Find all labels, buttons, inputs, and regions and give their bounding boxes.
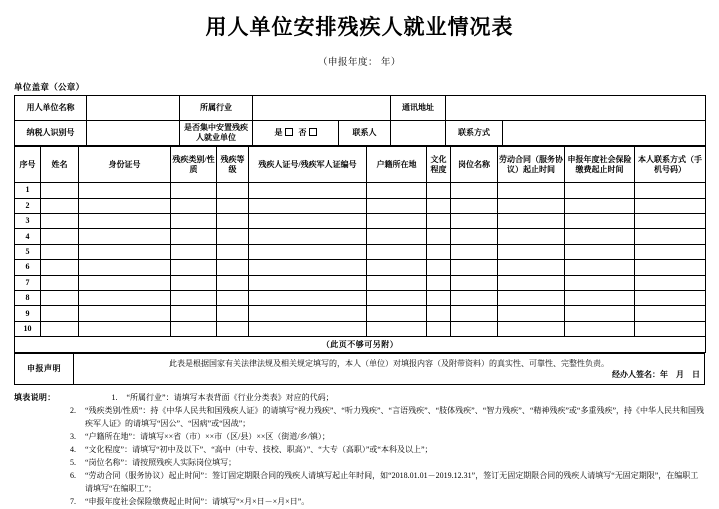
column-header-index: 序号 (15, 147, 41, 183)
table-cell[interactable] (217, 183, 249, 198)
label-concentrated-employment: 是否集中安置残疾人就业单位 (180, 121, 253, 146)
page-title: 用人单位安排残疾人就业情况表 (205, 15, 514, 39)
table-cell[interactable] (41, 229, 79, 244)
table-header-row (15, 147, 706, 183)
table-row (15, 183, 706, 198)
instruction-item (14, 457, 705, 470)
table-cell[interactable] (565, 291, 635, 306)
instructions-list (14, 392, 705, 509)
table-cell[interactable] (498, 260, 565, 275)
instruction-text: “文化程度”：请填写“初中及以下”、“高中（中专、技校、职高）”、“大专（高职）”或“本科及以上”； (85, 445, 433, 455)
instruction-item (14, 405, 705, 431)
table-cell[interactable] (635, 321, 706, 336)
row-index: 4 (15, 229, 41, 244)
checkbox-no-label: 否 (298, 128, 308, 138)
table-row (15, 96, 706, 121)
row-index: 7 (15, 275, 41, 290)
table-cell[interactable] (635, 275, 706, 290)
table-cell[interactable] (498, 214, 565, 229)
checkbox-yes-box[interactable] (285, 128, 293, 136)
declaration-label: 申报声明 (15, 354, 74, 385)
table-cell[interactable] (427, 198, 451, 213)
table-cell[interactable] (451, 291, 498, 306)
unit-info-table (14, 95, 706, 146)
table-cell[interactable] (41, 214, 79, 229)
table-row (15, 260, 706, 275)
table-cell[interactable] (171, 229, 217, 244)
table-cell[interactable] (427, 321, 451, 336)
column-header-name: 姓名 (41, 147, 79, 183)
table-cell[interactable] (498, 244, 565, 259)
table-cell[interactable] (217, 260, 249, 275)
label-unit-name: 用人单位名称 (15, 96, 87, 121)
table-cell[interactable] (498, 321, 565, 336)
append-note: （此页不够可另附） (15, 337, 706, 353)
table-cell[interactable] (451, 306, 498, 321)
row-index: 5 (15, 244, 41, 259)
table-cell[interactable] (498, 183, 565, 198)
table-cell[interactable] (635, 244, 706, 259)
column-header-id-number: 身份证号 (79, 147, 171, 183)
table-cell[interactable] (427, 183, 451, 198)
table-cell[interactable] (249, 291, 367, 306)
table-cell[interactable] (451, 275, 498, 290)
instruction-item (14, 470, 705, 496)
table-cell[interactable] (427, 275, 451, 290)
table-cell[interactable] (171, 244, 217, 259)
table-cell[interactable] (451, 214, 498, 229)
table-cell[interactable] (565, 275, 635, 290)
table-cell[interactable] (79, 275, 171, 290)
table-cell[interactable] (249, 275, 367, 290)
table-cell[interactable] (451, 244, 498, 259)
table-cell[interactable] (79, 183, 171, 198)
column-header-disability-certificate: 残疾人证号/残疾军人证编号 (249, 147, 367, 183)
table-cell[interactable] (565, 244, 635, 259)
table-cell[interactable] (171, 321, 217, 336)
table-cell[interactable] (249, 183, 367, 198)
instructions-section (14, 392, 705, 509)
table-cell[interactable] (79, 321, 171, 336)
table-cell[interactable] (427, 244, 451, 259)
table-cell[interactable] (367, 291, 427, 306)
table-cell[interactable] (451, 183, 498, 198)
table-cell[interactable] (217, 229, 249, 244)
table-cell[interactable] (367, 321, 427, 336)
instruction-number: 5. (70, 457, 76, 467)
table-cell[interactable] (427, 260, 451, 275)
instruction-number: 7. (70, 496, 76, 506)
table-cell[interactable] (79, 214, 171, 229)
instruction-number: 6. (70, 470, 76, 480)
table-cell[interactable] (217, 275, 249, 290)
table-row (15, 275, 706, 290)
table-cell[interactable] (41, 198, 79, 213)
label-contact-person: 联系人 (339, 121, 391, 146)
company-seal-label: 单位盖章（公章） (14, 82, 85, 93)
row-index: 9 (15, 306, 41, 321)
table-cell[interactable] (635, 291, 706, 306)
label-taxpayer-id: 纳税人识别号 (15, 121, 87, 146)
instruction-number: 1. (111, 393, 118, 403)
row-index: 1 (15, 183, 41, 198)
table-cell[interactable] (171, 183, 217, 198)
table-cell[interactable] (367, 229, 427, 244)
table-cell[interactable] (41, 321, 79, 336)
declaration-year-subtitle: （申报年度： 年） (318, 58, 401, 69)
table-cell[interactable] (451, 229, 498, 244)
table-cell[interactable] (427, 291, 451, 306)
table-cell[interactable] (635, 198, 706, 213)
table-cell[interactable] (498, 275, 565, 290)
declaration-body (74, 354, 705, 385)
label-contact-method: 联系方式 (446, 121, 503, 146)
table-cell[interactable] (367, 275, 427, 290)
table-cell[interactable] (367, 214, 427, 229)
table-row (15, 291, 706, 306)
table-cell[interactable] (217, 291, 249, 306)
row-index: 3 (15, 214, 41, 229)
table-cell[interactable] (41, 291, 79, 306)
table-cell[interactable] (427, 306, 451, 321)
table-cell[interactable] (565, 260, 635, 275)
row-index: 2 (15, 198, 41, 213)
table-cell[interactable] (41, 244, 79, 259)
column-header-education-level: 文化程度 (427, 147, 451, 183)
table-cell[interactable] (635, 260, 706, 275)
instruction-item (56, 392, 706, 405)
table-cell[interactable] (79, 291, 171, 306)
table-cell[interactable] (79, 306, 171, 321)
table-cell[interactable] (451, 260, 498, 275)
table-cell[interactable] (635, 229, 706, 244)
column-header-position-name: 岗位名称 (451, 147, 498, 183)
table-cell[interactable] (367, 183, 427, 198)
column-header-insurance-period: 申报年度社会保险缴费起止时间 (565, 147, 635, 183)
row-index: 10 (15, 321, 41, 336)
table-cell[interactable] (171, 260, 217, 275)
checkbox-yes-label: 是 (274, 128, 284, 138)
checkbox-no-box[interactable] (309, 128, 317, 136)
field-unit-name[interactable] (87, 96, 180, 121)
field-contact-person[interactable] (391, 121, 446, 146)
table-cell[interactable] (565, 183, 635, 198)
table-cell[interactable] (498, 198, 565, 213)
table-cell[interactable] (41, 275, 79, 290)
table-row (15, 354, 705, 385)
table-cell[interactable] (249, 306, 367, 321)
table-cell[interactable] (217, 198, 249, 213)
table-cell[interactable] (41, 183, 79, 198)
declaration-table (14, 353, 705, 385)
table-cell[interactable] (249, 260, 367, 275)
table-row (15, 121, 706, 146)
concentrated-employment-choice[interactable] (253, 121, 339, 146)
instruction-text: “申报年度社会保险缴费起止时间”：请填写“×月×日－×月×日”。 (85, 496, 310, 506)
table-cell[interactable] (171, 198, 217, 213)
column-header-disability-category: 残疾类别/性质 (171, 147, 217, 183)
column-header-household-location: 户籍所在地 (367, 147, 427, 183)
column-header-disability-level: 残疾等级 (217, 147, 249, 183)
table-cell[interactable] (565, 306, 635, 321)
form-page (0, 14, 719, 506)
table-cell[interactable] (635, 183, 706, 198)
signature-line (75, 370, 703, 380)
table-cell[interactable] (498, 291, 565, 306)
table-cell[interactable] (367, 244, 427, 259)
field-taxpayer-id[interactable] (87, 121, 180, 146)
table-cell[interactable] (217, 321, 249, 336)
instruction-text: “岗位名称”：请按照残疾人实际岗位填写； (85, 457, 237, 467)
instruction-text: “户籍所在地”：请填写××省（市）××市（区/县）××区（街道/乡/镇）； (85, 432, 330, 442)
instruction-text: “残疾类别/性质”：持《中华人民共和国残疾人证》的请填写“视力残疾”、“听力残疾”、“言语残疾”、“肢体残疾”、“智力残疾”、“精神残疾”或“多重残疾”，持《中华人民共和国残疾军人证》的请填写“因公”、“因病”或“因战”； (85, 406, 705, 429)
table-cell[interactable] (565, 321, 635, 336)
signature-label: 经办人签名： (612, 369, 660, 379)
table-row (15, 198, 706, 213)
table-cell[interactable] (79, 229, 171, 244)
table-cell[interactable] (171, 306, 217, 321)
column-header-contract-period: 劳动合同（服务协议）起止时间 (498, 147, 565, 183)
table-cell[interactable] (565, 229, 635, 244)
table-cell[interactable] (498, 229, 565, 244)
instruction-item (14, 496, 705, 509)
table-cell[interactable] (367, 198, 427, 213)
instructions-heading: 填表说明： (14, 393, 56, 403)
table-cell[interactable] (498, 306, 565, 321)
table-cell[interactable] (171, 214, 217, 229)
instruction-number: 4. (70, 445, 76, 455)
table-cell[interactable] (249, 214, 367, 229)
table-cell[interactable] (367, 260, 427, 275)
instruction-text: “所属行业”：请填写本表背面《行业分类表》对应的代码； (126, 393, 334, 403)
table-cell[interactable] (79, 198, 171, 213)
table-cell[interactable] (367, 306, 427, 321)
table-cell[interactable] (427, 229, 451, 244)
table-row (15, 229, 706, 244)
table-row (15, 214, 706, 229)
instruction-item (14, 444, 705, 457)
table-cell[interactable] (635, 306, 706, 321)
row-index: 8 (15, 291, 41, 306)
instruction-item (14, 431, 705, 444)
field-industry[interactable] (253, 96, 391, 121)
table-cell[interactable] (451, 198, 498, 213)
table-cell[interactable] (249, 229, 367, 244)
table-cell[interactable] (249, 244, 367, 259)
table-cell[interactable] (217, 244, 249, 259)
append-note-row (15, 337, 706, 353)
table-cell[interactable] (427, 214, 451, 229)
instruction-text: “劳动合同（服务协议）起止时间”：签订固定期限合同的残疾人请填写起止年时间，如“2018.01.01－2019.12.31”，签订无固定期限合同的残疾人请填写“无固定期限”，在编职工请填写“在编职工”； (85, 470, 699, 493)
table-cell[interactable] (41, 306, 79, 321)
column-header-personal-phone: 本人联系方式（手机号码） (635, 147, 706, 183)
table-row (15, 321, 706, 336)
table-row (15, 306, 706, 321)
table-cell[interactable] (217, 214, 249, 229)
table-cell[interactable] (79, 260, 171, 275)
field-mailing-address[interactable] (446, 96, 706, 121)
instruction-number: 2. (70, 406, 76, 416)
table-cell[interactable] (565, 214, 635, 229)
table-cell[interactable] (79, 244, 171, 259)
table-row (15, 244, 706, 259)
table-cell[interactable] (565, 198, 635, 213)
instruction-number: 3. (70, 432, 76, 442)
field-contact-method[interactable] (503, 121, 706, 146)
row-index: 6 (15, 260, 41, 275)
label-mailing-address: 通讯地址 (391, 96, 446, 121)
table-cell[interactable] (249, 198, 367, 213)
declaration-text: 此表是根据国家有关法律法规及相关规定填写的，本人（单位）对填报内容（及附带资料）的真实性、可靠性、完整性负责。 (169, 358, 609, 368)
table-cell[interactable] (171, 291, 217, 306)
table-cell[interactable] (41, 260, 79, 275)
table-cell[interactable] (635, 214, 706, 229)
label-industry: 所属行业 (180, 96, 253, 121)
disabled-employee-table (14, 146, 706, 353)
table-cell[interactable] (171, 275, 217, 290)
table-cell[interactable] (249, 321, 367, 336)
table-cell[interactable] (217, 306, 249, 321)
table-cell[interactable] (451, 321, 498, 336)
signature-date[interactable]: 年 月 日 (660, 369, 703, 379)
